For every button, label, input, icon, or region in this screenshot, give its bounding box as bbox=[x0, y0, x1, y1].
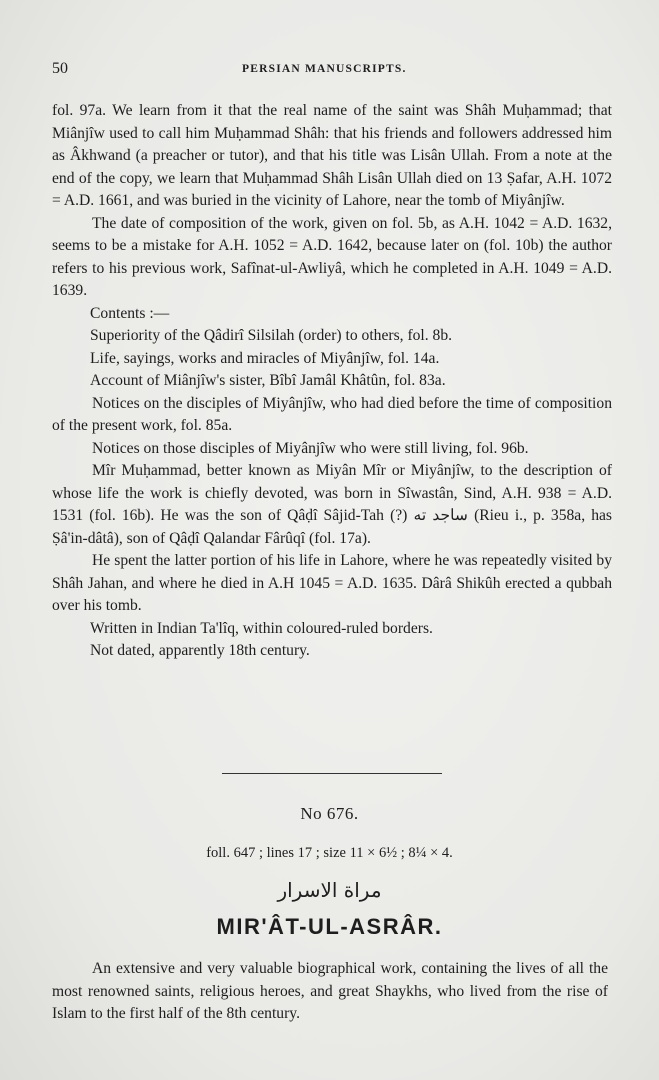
arabic-title: مراة الاسرار bbox=[277, 878, 382, 902]
page-header bbox=[52, 60, 612, 84]
contents-item: Superiority of the Qâdirî Silsilah (order) to others, fol. 8b. bbox=[90, 327, 453, 344]
work-title: MIR'ÂT-UL-ASRÂR. bbox=[216, 914, 443, 939]
contents-heading: Contents :— bbox=[90, 304, 170, 322]
contents-item: Life, sayings, works and miracles of Miyânjîw, fol. 14a. bbox=[90, 349, 440, 367]
paragraph-biography: Mîr Muḥammad, better known as Miyân Mîr or Miyânjîw, to the description of whose life the work is chiefly devoted, was born in Sîwastân, Sind, A.H. 938 = A.D. 1531 (fol. 16b). He was the son of Qâḍî Sâjid-Tah (?) ساجد ته (Rieu i., p. 358a, has Ṣâ'in-dâtâ), son of Qâḍî Qalandar Fârûqî (fol. 17a). bbox=[52, 462, 613, 547]
running-head: PERSIAN MANUSCRIPTS. bbox=[242, 63, 407, 75]
contents-item: Notices on the disciples of Miyânjîw, who had died before the time of composition of the present work, fol. 85a. bbox=[52, 394, 612, 434]
contents-item: Account of Miânjîw's sister, Bîbî Jamâl Khâtûn, fol. 83a. bbox=[90, 372, 446, 389]
description-paragraph: An extensive and very valuable biographical work, containing the lives of all the most renowned saints, religious heroes, and great Shaykhs, who lived from the rise of Islam to the first half of the 8th century. bbox=[52, 960, 608, 1022]
entry-number: No 676. bbox=[300, 804, 359, 823]
paragraph-date-note: Not dated, apparently 18th century. bbox=[90, 642, 310, 659]
entry-description bbox=[52, 958, 608, 1026]
contents-item: Notices on those disciples of Miyânjîw who were still living, fol. 96b. bbox=[92, 439, 529, 457]
body-text bbox=[52, 100, 612, 663]
collation-line: foll. 647 ; lines 17 ; size 11 × 6½ ; 8¼ × 4. bbox=[206, 845, 453, 861]
paragraph-script-note: Written in Indian Ta'lîq, within coloured-ruled borders. bbox=[90, 619, 433, 637]
paragraph-later-life: He spent the latter portion of his life in Lahore, where he was repeatedly visited by Shâh Jahan, and where he died in A.H 1045 = A.D. 1635. Dârâ Shikûh erected a qubbah over his tomb. bbox=[52, 552, 612, 614]
paragraph-continuation: fol. 97a. We learn from it that the real name of the saint was Shâh Muḥammad; that Miânjîw used to call him Muḥammad Shâh: that his friends and followers addressed him as Âkhwand (a preacher or tutor), and that his title was Lisân Ullah. From a note at the end of the copy, we learn that Muḥammad Shâh Lisân Ullah died on 13 Ṣafar, A.H. 1072 = A.D. 1661, and was buried in the vicinity of Lahore, near the tomb of Miyânjîw. bbox=[52, 102, 612, 209]
section-divider bbox=[222, 773, 442, 774]
page-number: 50 bbox=[52, 60, 68, 77]
paragraph-date-of-composition: The date of composition of the work, given on fol. 5b, as A.H. 1042 = A.D. 1632, seems to be a mistake for A.H. 1052 = A.D. 1642, because later on (fol. 10b) the author refers to his previous work, Safînat-ul-Awliyâ, which he completed in A.H. 1049 = A.D. 1639. bbox=[52, 214, 612, 299]
